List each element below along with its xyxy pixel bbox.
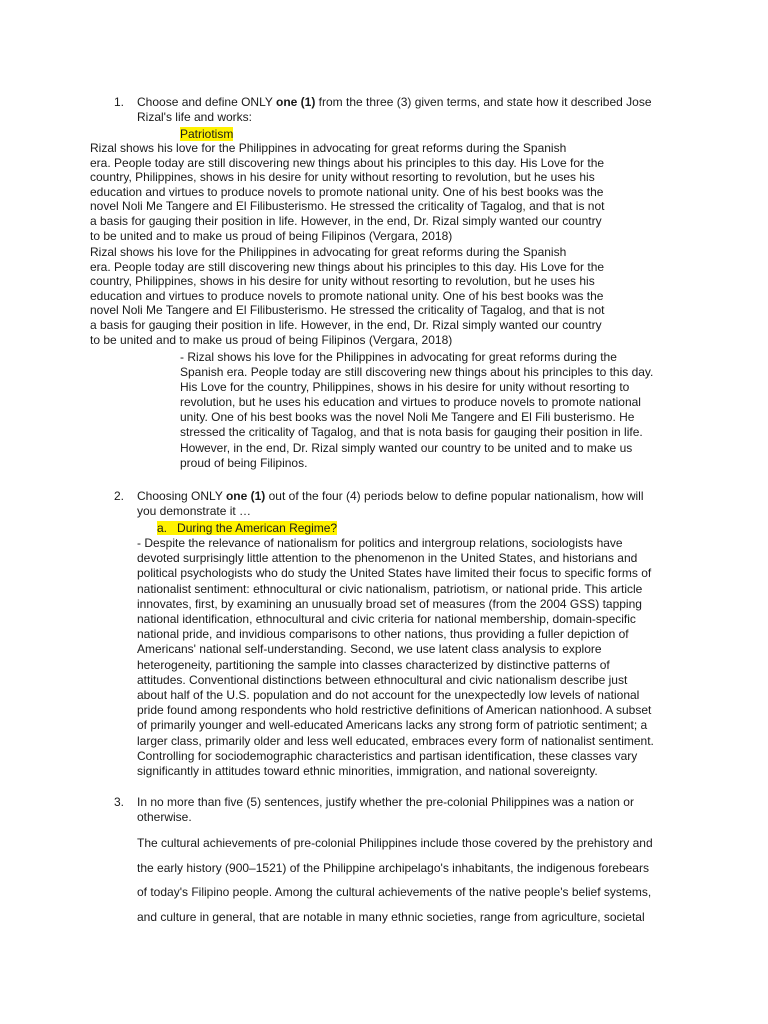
answer-line: significantly in attitudes toward ethnic minorities, immigration, and national sovereignty. — [137, 764, 598, 779]
answer-line: era. People today are still discovering new things about his principles to this day. His Love for the — [90, 155, 605, 170]
question-2-line: you demonstrate it … — [137, 503, 252, 518]
answer-line: innovates, first, by examining an unusually broad set of measures (from the 2004 GSS) tapping — [137, 596, 642, 611]
answer-line: and culture in general, that are notable in many ethnic societies, range from agriculture, societal — [137, 909, 645, 924]
question-3 — [114, 795, 714, 825]
answer-line: Spanish era. People today are still discovering new things about his principles to this day. — [180, 365, 654, 380]
answer-line: unity. One of his best books was the novel Noli Me Tangere and El Fili busterismo. He — [180, 410, 635, 425]
answer-line: pride found among respondents who hold restrictive definitions of American nationhood. A subset — [137, 703, 652, 718]
answer-line: His Love for the country, Philippines, shows in his desire for unity without resorting to — [180, 380, 630, 395]
answer-line: Controlling for sociodemographic characteristics and partisan identification, these classes vary — [137, 748, 638, 763]
answer-line: revolution, but he uses his education and virtues to produce novels to promote national — [180, 395, 641, 410]
answer-line: Americans' national self-understanding. Second, we use latent class analysis to explore — [137, 642, 602, 657]
answer-line: - Rizal shows his love for the Philippines in advocating for great reforms during the — [180, 350, 617, 364]
question-2 — [114, 489, 714, 519]
answer-line: Rizal shows his love for the Philippines in advocating for great reforms during the Spanish — [90, 245, 567, 259]
question-3-text — [137, 795, 634, 824]
answer-line: devoted surprisingly little attention to the phenomenon in the United States, and historians and — [137, 551, 638, 566]
question-1-text — [137, 95, 652, 124]
answer-line: education and virtues to produce novels to promote national unity. One of his best books was the — [90, 288, 604, 303]
highlighted-option — [157, 521, 337, 535]
answer-line: nationalist sentiment: ethnocultural or civic nationalism, patriotism, or national pride. This article — [137, 581, 643, 596]
answer-1-indented — [180, 350, 680, 471]
answer-2 — [137, 536, 677, 779]
answer-line: heterogeneity, partitioning the sample into classes characterized by distinctive patterns of — [137, 657, 610, 672]
question-1-line: Choose and define ONLY one (1) from the three (3) given terms, and state how it described Jose — [137, 95, 652, 109]
answer-line: about half of the U.S. population and do not account for the unexpectedly low levels of national — [137, 688, 640, 703]
answer-line: the early history (900–1521) of the Philippine archipelago's inhabitants, the indigenous forebears — [137, 860, 649, 875]
highlighted-term: Patriotism — [180, 127, 234, 141]
answer-1-block-b — [90, 245, 650, 347]
option-text: During the American Regime? — [177, 521, 338, 535]
answer-line: - Despite the relevance of nationalism for politics and intergroup relations, sociologists have — [137, 536, 623, 550]
answer-line: to be united and to make us proud of being Filipinos (Vergara, 2018) — [90, 228, 453, 243]
question-3-line: In no more than five (5) sentences, justify whether the pre-colonial Philippines was a nation or — [137, 795, 634, 809]
question-1-number: 1. — [114, 95, 125, 109]
answer-line: Rizal shows his love for the Philippines in advocating for great reforms during the Spanish — [90, 141, 567, 155]
answer-1-block-a — [90, 141, 650, 243]
answer-line: country, Philippines, shows in his desire for unity without resorting to revolution, but he uses his — [90, 170, 595, 185]
answer-line: political psychologists who do study the United States have limited their focus to specific forms of — [137, 566, 652, 581]
answer-line: national pride, and invidious comparisons to other nations, thus providing a fuller depiction of — [137, 627, 629, 642]
answer-line: However, in the end, Dr. Rizal simply wanted our country to be united and to make us — [180, 440, 633, 455]
question-2-text — [137, 489, 644, 518]
answer-line: a basis for gauging their position in life. However, in the end, Dr. Rizal simply wanted our country — [90, 213, 602, 228]
answer-line: The cultural achievements of pre-colonial Philippines include those covered by the prehistory and — [137, 836, 653, 850]
answer-line: a basis for gauging their position in life. However, in the end, Dr. Rizal simply wanted our country — [90, 317, 602, 332]
question-3-line: otherwise. — [137, 809, 192, 824]
answer-line: country, Philippines, shows in his desire for unity without resorting to revolution, but he uses his — [90, 274, 595, 289]
question-2-line: Choosing ONLY one (1) out of the four (4) periods below to define popular nationalism, how will — [137, 489, 644, 503]
option-label: a. — [157, 521, 168, 535]
answer-line: novel Noli Me Tangere and El Filibusterismo. He stressed the criticality of Tagalog, and that is not — [90, 303, 605, 318]
answer-line: era. People today are still discovering new things about his principles to this day. His Love for the — [90, 259, 605, 274]
answer-line: education and virtues to produce novels to promote national unity. One of his best books was the — [90, 184, 604, 199]
question-1-line: Rizal's life and works: — [137, 109, 252, 124]
answer-line: to be united and to make us proud of being Filipinos (Vergara, 2018) — [90, 332, 453, 347]
question-3-number: 3. — [114, 795, 125, 809]
answer-line: novel Noli Me Tangere and El Filibusterismo. He stressed the criticality of Tagalog, and that is not — [90, 199, 605, 214]
answer-line: of primarily younger and well-educated Americans lacks any strong form of patriotic sentiment; a — [137, 718, 648, 733]
answer-3 — [137, 831, 677, 929]
option-american-regime — [157, 521, 337, 536]
question-1 — [114, 95, 714, 125]
answer-line: attitudes. Conventional distinctions between ethnocultural and civic nationalism describe just — [137, 672, 628, 687]
term-patriotism — [180, 127, 233, 142]
question-2-number: 2. — [114, 489, 125, 503]
answer-line: of today's Filipino people. Among the cultural achievements of the native people's belief systems, — [137, 885, 652, 900]
answer-line: stressed the criticality of Tagalog, and that is nota basis for gauging their position in life. — [180, 425, 643, 440]
answer-line: larger class, primarily older and less well educated, embraces every form of nationalist sentiment. — [137, 733, 654, 748]
answer-line: national identification, ethnocultural and civic criteria for national membership, domain-specific — [137, 612, 636, 627]
answer-line: proud of being Filipinos. — [180, 455, 308, 470]
